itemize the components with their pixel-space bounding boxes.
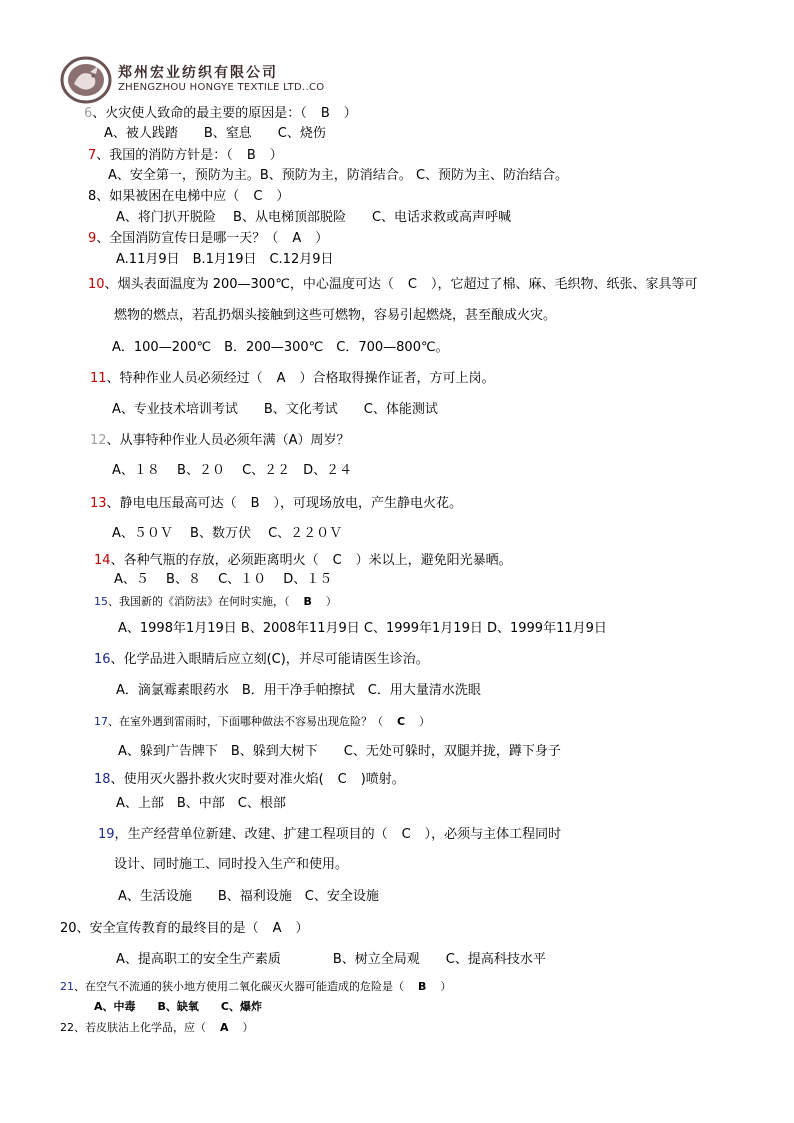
question-number: 17 (94, 715, 108, 728)
question-number: 10 (88, 277, 105, 292)
question-19 (98, 827, 561, 843)
question-text: 化学品进入眼睛后应立刻(C)，并尽可能请医生诊治。 (123, 652, 429, 667)
question-number: 6 (84, 106, 93, 121)
question-sep: ， (114, 827, 128, 842)
question-number: 16 (94, 652, 111, 667)
answer: C (332, 553, 342, 568)
question-tail: ） (242, 1021, 254, 1034)
question-text: 使用灭火器扑救火灾时要对准火焰( (123, 772, 324, 787)
options-16: A．滴氯霉素眼药水 B．用干净手帕擦拭 C．用大量清水洗眼 (116, 683, 481, 698)
answer: C (407, 277, 417, 292)
options-10: A．100—200℃ B．200—300℃ C．700—800℃。 (112, 340, 449, 355)
question-tail: ） (276, 189, 290, 204)
question-13 (90, 496, 462, 512)
options-14: A、５ B、８ C、１０ D、１５ (114, 572, 333, 587)
question-tail: )喷射。 (360, 772, 405, 787)
options-15: A、1998年1月19日 B、2008年11月9日 C、1999年1月19日 D、1999年11月9日 (118, 621, 607, 636)
question-sep: 、 (74, 980, 85, 993)
question-text: 安全宣传教育的最终目的是（ (89, 921, 259, 936)
answer: C (401, 827, 411, 842)
question-tail: ），必须与主体工程同时 (424, 827, 562, 842)
question-21 (60, 979, 451, 995)
answer: B (303, 595, 312, 608)
question-tail: ） (343, 106, 357, 121)
question-number: 19 (98, 827, 115, 842)
question-text: 我国新的《消防法》在何时实施，（ (119, 595, 290, 608)
question-sep: 、 (106, 371, 120, 386)
question-18 (94, 772, 405, 788)
question-tail: ）合格取得操作证者，方可上岗。 (299, 371, 495, 386)
question-text: 烟头表面温度为 200—300℃，中心温度可达（ (117, 277, 394, 292)
answer: B (320, 106, 330, 121)
question-number: 21 (60, 980, 74, 993)
question-sep: 、 (76, 921, 90, 936)
question-text: 在室外遇到雷雨时，下面哪种做法不容易出现危险？（ (119, 715, 383, 728)
question-10-continued: 燃物的燃点，若乱扔烟头接触到这些可燃物，容易引起燃烧，甚至酿成火灾。 (114, 308, 557, 323)
question-sep: 、 (74, 1021, 85, 1034)
question-sep: 、 (106, 496, 120, 511)
question-17 (94, 714, 430, 730)
question-number: 11 (90, 371, 107, 386)
question-number: 7 (88, 148, 97, 163)
question-tail: ） (295, 921, 309, 936)
question-number: 22 (60, 1021, 74, 1034)
answer: A (276, 371, 286, 386)
answer: B (246, 148, 256, 163)
question-number: 8 (88, 189, 97, 204)
options-12: A、１８ B、２０ C、２２ D、２４ (112, 463, 353, 478)
question-tail: ），它超过了棉、麻、毛织物、纸张、家具等可 (431, 277, 698, 292)
question-number: 15 (94, 595, 108, 608)
question-text: 各种气瓶的存放，必须距离明火（ (123, 553, 319, 568)
question-22 (60, 1020, 254, 1036)
question-text: 全国消防宣传日是哪一天？（ (109, 231, 279, 246)
question-number: 13 (90, 496, 107, 511)
question-text: 从事特种作业人员必须年满（ (119, 433, 289, 448)
question-19-continued: 设计、同时施工、同时投入生产和使用。 (114, 857, 349, 872)
options-13: A、５０Ｖ B、数万伏 C、２２０Ｖ (112, 526, 343, 541)
question-9 (88, 231, 328, 247)
answer: C (253, 189, 263, 204)
question-6 (84, 106, 357, 122)
question-20 (60, 921, 309, 937)
question-sep: 、 (108, 595, 119, 608)
question-7 (88, 148, 283, 164)
question-10 (88, 277, 698, 293)
answer: B (250, 496, 260, 511)
options-19: A、生活设施 B、福利设施 C、安全设施 (118, 889, 379, 904)
company-name-en: ZHENGZHOU HONGYE TEXTILE LTD..CO (118, 82, 325, 93)
question-tail: ）米以上，避免阳光暴晒。 (355, 553, 512, 568)
question-tail: ） (419, 715, 431, 728)
question-number: 20 (60, 921, 77, 936)
question-sep: 、 (96, 148, 110, 163)
question-tail: ） (325, 595, 337, 608)
options-7: A、安全第一，预防为主。B、预防为主，防消结合。 C、预防为主、防治结合。 (108, 168, 569, 183)
question-sep: 、 (96, 189, 110, 204)
question-tail: ） (315, 231, 329, 246)
question-text: 若皮肤沾上化学品，应（ (85, 1021, 206, 1034)
question-sep: 、 (106, 433, 120, 448)
options-20: A、提高职工的安全生产素质 B、树立全局观 C、提高科技水平 (116, 952, 546, 967)
options-9: A.11月9日 B.1月19日 C.12月9日 (116, 252, 334, 267)
question-sep: 、 (96, 231, 110, 246)
answer: C (397, 715, 406, 728)
options-8: A、将门扒开脱险 B、从电梯顶部脱险 C、电话求救或高声呼喊 (116, 210, 512, 225)
answer: A (272, 921, 282, 936)
question-text: 如果被困在电梯中应（ (109, 189, 240, 204)
answer: A (292, 231, 302, 246)
answer: A (220, 1021, 229, 1034)
options-18: A、上部 B、中部 C、根部 (116, 796, 286, 811)
answer: C (337, 772, 347, 787)
question-tail: ） (440, 980, 452, 993)
question-sep: 、 (110, 652, 124, 667)
question-sep: 、 (92, 106, 106, 121)
options-17: A、躲到广告牌下 B、躲到大树下 C、无处可躲时，双腿并拢，蹲下身子 (118, 744, 561, 759)
question-12 (90, 433, 350, 449)
question-sep: 、 (110, 553, 124, 568)
answer: A (288, 433, 298, 448)
options-6: A、被人践踏 B、窒息 C、烧伤 (104, 126, 326, 141)
company-name-cn: 郑州宏业纺织有限公司 (118, 65, 278, 81)
question-text: 我国的消防方针是：（ (109, 148, 233, 163)
options-11: A、专业技术培训考试 B、文化考试 C、体能测试 (112, 402, 438, 417)
question-number: 14 (94, 553, 111, 568)
question-tail: ） (269, 148, 283, 163)
question-text: 火灾使人致命的最主要的原因是：（ (105, 106, 307, 121)
question-text: 特种作业人员必须经过（ (119, 371, 263, 386)
question-tail: ），可现场放电，产生静电火花。 (273, 496, 463, 511)
question-16 (94, 652, 429, 668)
question-tail: ）周岁？ (297, 433, 350, 448)
answer: B (418, 980, 427, 993)
question-sep: 、 (104, 277, 118, 292)
question-14 (94, 553, 512, 569)
question-15 (94, 594, 337, 610)
question-number: 18 (94, 772, 111, 787)
question-8 (88, 189, 289, 205)
question-number: 9 (88, 231, 97, 246)
question-text: 在空气不流通的狭小地方使用二氧化碳灭火器可能造成的危险是（ (85, 980, 404, 993)
question-text: 静电电压最高可达（ (119, 496, 237, 511)
question-number: 12 (90, 433, 107, 448)
question-sep: 、 (110, 772, 124, 787)
question-sep: 、 (108, 715, 119, 728)
question-text: 生产经营单位新建、改建、扩建工程项目的（ (127, 827, 388, 842)
options-21: A、中毒 B、缺氧 C、爆炸 (94, 1000, 262, 1013)
question-11 (90, 371, 495, 387)
